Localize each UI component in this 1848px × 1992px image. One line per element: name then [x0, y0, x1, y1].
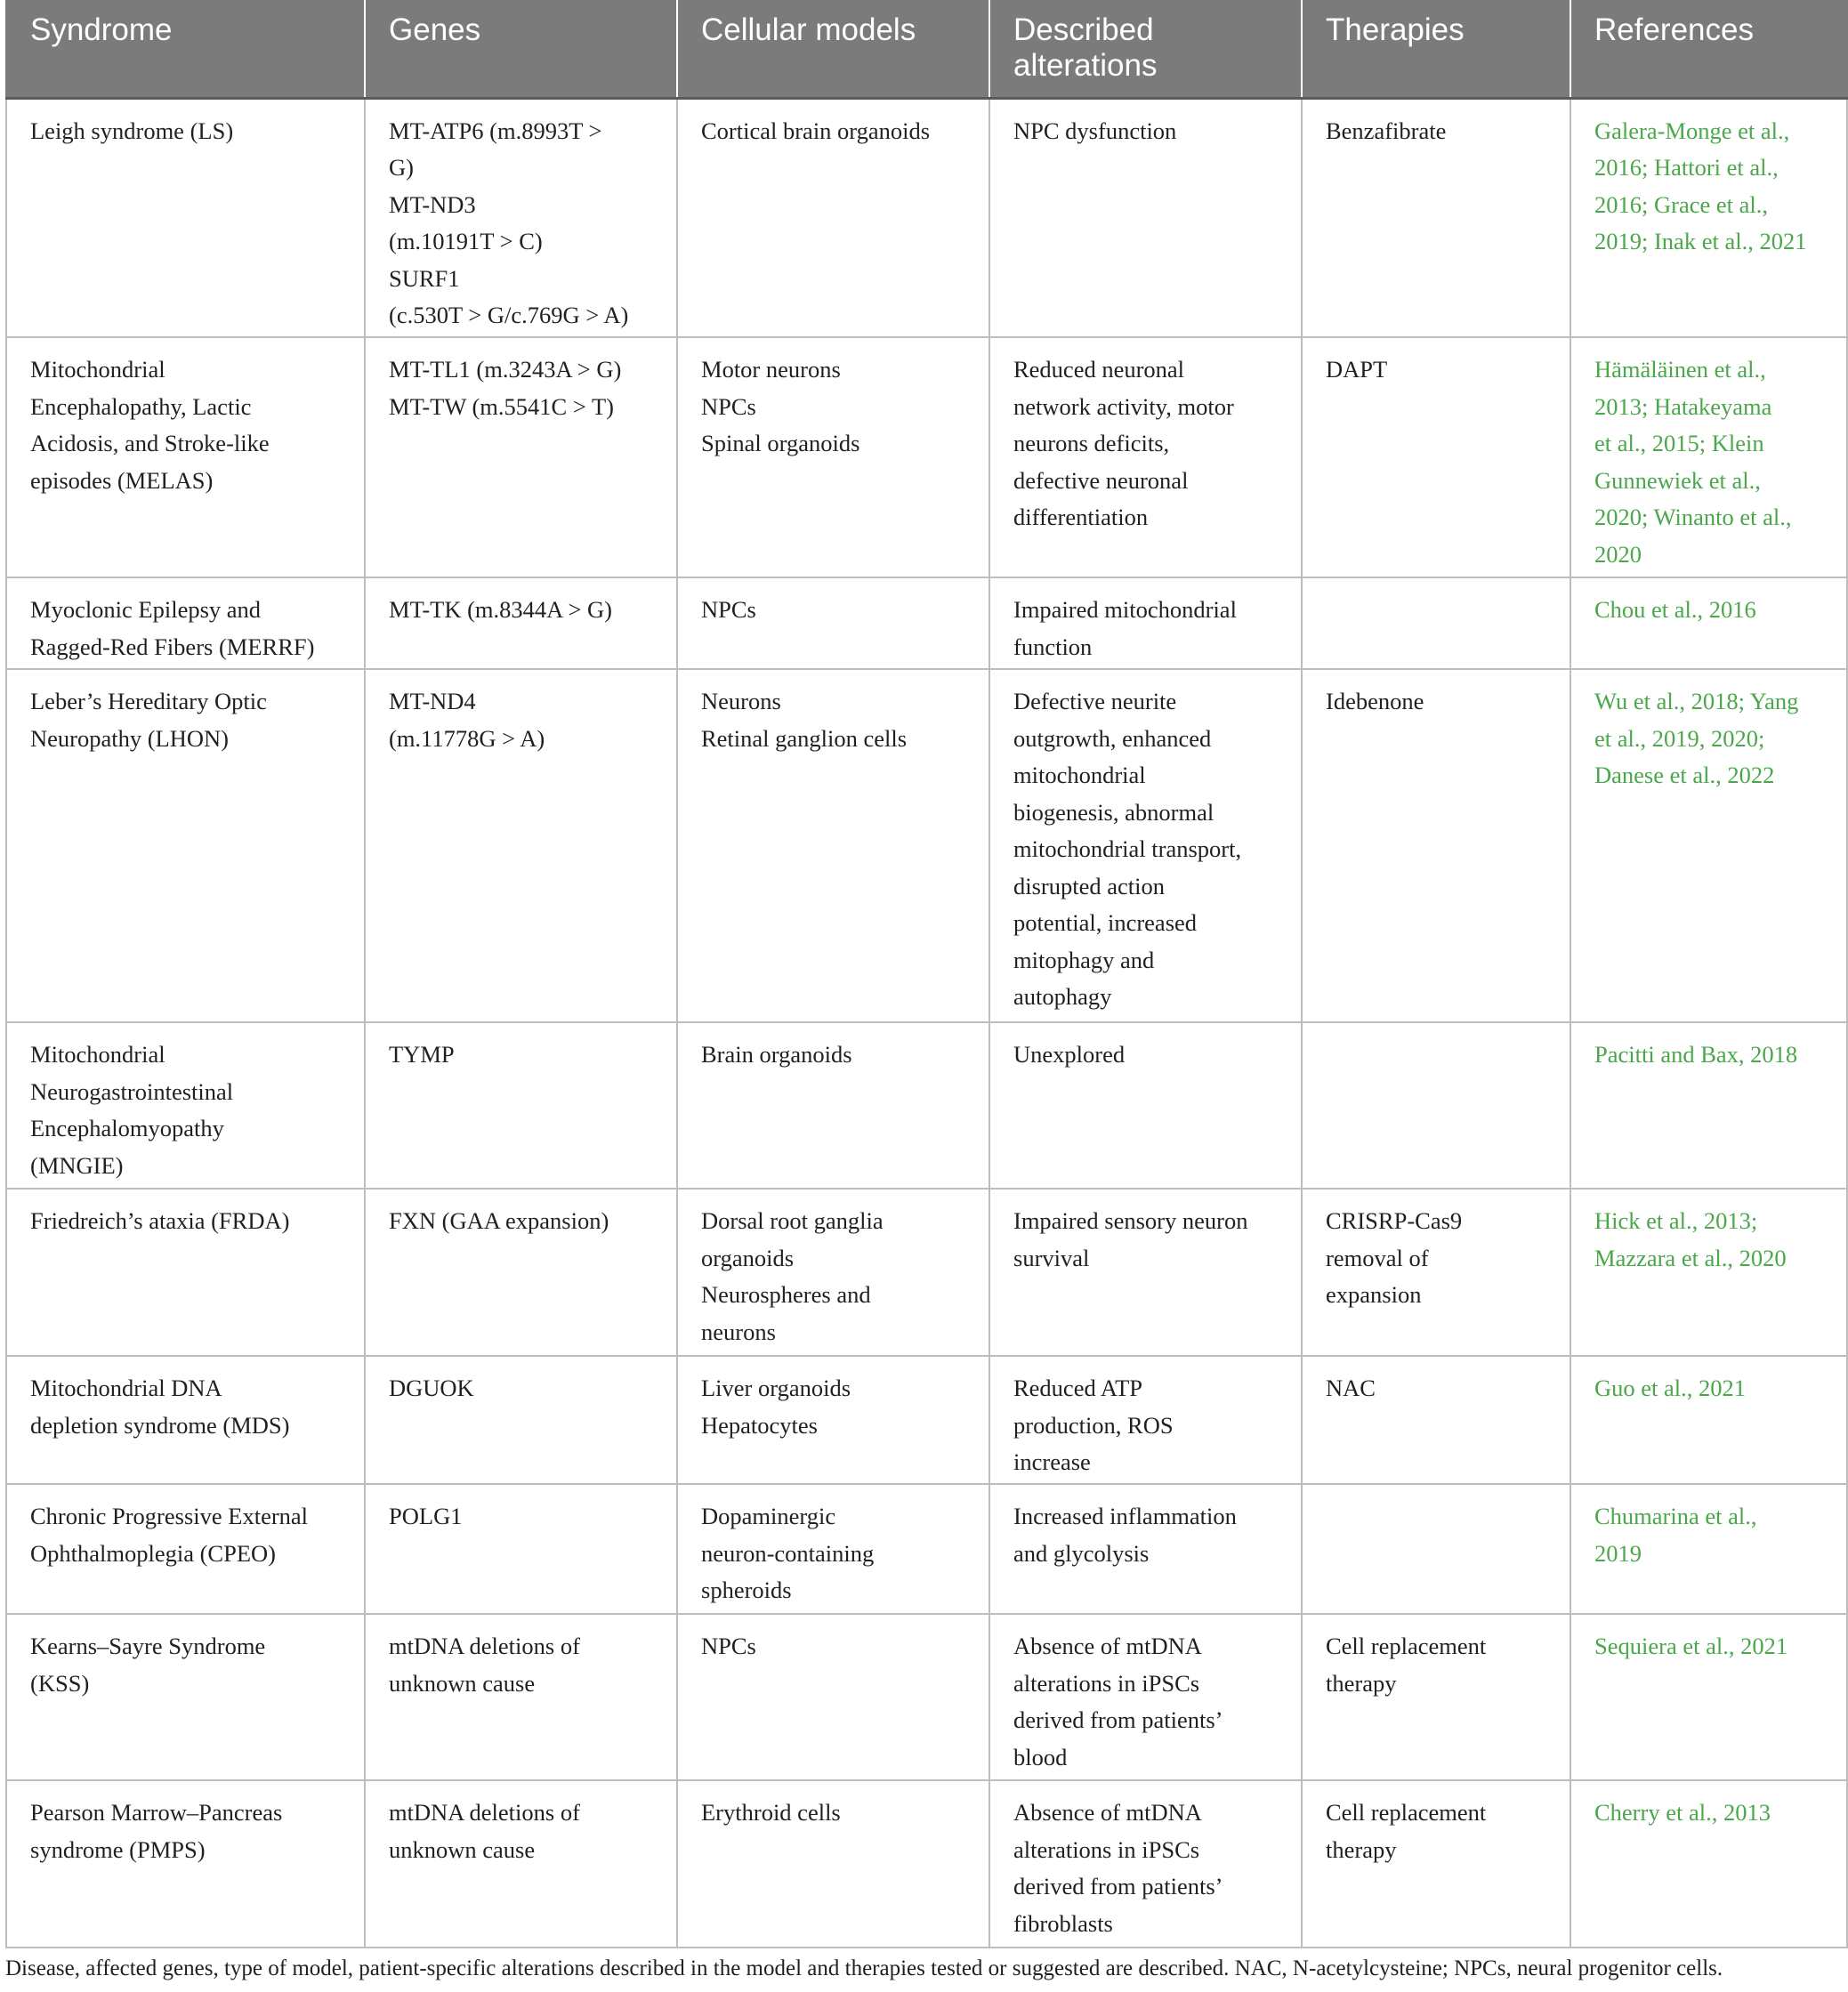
- cell-text: Mitochondrial DNA: [30, 1375, 222, 1401]
- reference-link[interactable]: Danese et al., 2022: [1594, 762, 1775, 788]
- references-cell: [1570, 1614, 1847, 1780]
- cell-text: Motor neurons: [701, 356, 841, 383]
- cell-text: neurons: [701, 1318, 776, 1345]
- cell-text: Encephalopathy, Lactic: [30, 392, 252, 420]
- references-cell: [1570, 1484, 1847, 1614]
- genes-cell: [365, 1484, 677, 1614]
- reference-link[interactable]: 2016; Hattori et al.,: [1594, 154, 1779, 181]
- cell-text: Benzafibrate: [1326, 117, 1447, 144]
- cell-text: MT-TW (m.5541C > T): [389, 392, 614, 420]
- cell-text: Acidosis, and Stroke-like: [30, 430, 270, 456]
- cellular-models-cell: [677, 1780, 989, 1948]
- cell-text: (MNGIE): [30, 1151, 124, 1179]
- cell-text: neuron-containing: [701, 1539, 875, 1567]
- cell-text: Dopaminergic: [701, 1503, 836, 1529]
- header-label: Cellular models: [701, 12, 916, 47]
- therapies-cell: [1302, 337, 1570, 577]
- cell-text: Dorsal root ganglia: [701, 1207, 884, 1234]
- references-cell: [1570, 337, 1847, 577]
- alterations-cell: [989, 1484, 1302, 1614]
- cell-text: Friedreich’s ataxia (FRDA): [30, 1207, 290, 1234]
- header-genes: [365, 0, 677, 98]
- genes-cell: [365, 577, 677, 669]
- cell-text: Brain organoids: [701, 1041, 852, 1068]
- reference-link[interactable]: 2019; Inak et al., 2021: [1594, 228, 1807, 254]
- cell-text: (m.11778G > A): [389, 724, 545, 752]
- cell-text: derived from patients’: [1013, 1873, 1223, 1899]
- cell-text: Leigh syndrome (LS): [30, 117, 234, 144]
- reference-link[interactable]: et al., 2019, 2020;: [1594, 724, 1765, 752]
- header-references: [1570, 0, 1847, 98]
- cell-text: Mitochondrial: [30, 1041, 165, 1068]
- cell-text: Mitochondrial: [30, 356, 165, 383]
- cell-text: Absence of mtDNA: [1013, 1633, 1202, 1659]
- syndrome-cell: [6, 1022, 365, 1189]
- cellular-models-cell: [677, 577, 989, 669]
- cell-text: Neuropathy (LHON): [30, 724, 229, 752]
- genes-cell: [365, 337, 677, 577]
- cell-text: autophagy: [1013, 983, 1112, 1010]
- cell-text: Impaired mitochondrial: [1013, 596, 1237, 623]
- cell-text: unknown cause: [389, 1835, 536, 1863]
- reference-link[interactable]: Hick et al., 2013;: [1594, 1207, 1758, 1234]
- cell-text: Neurons: [701, 688, 781, 714]
- table-row: [6, 1780, 1847, 1948]
- cell-text: Reduced neuronal: [1013, 356, 1185, 383]
- header-label: Therapies: [1326, 12, 1465, 47]
- cell-text: mitochondrial: [1013, 762, 1146, 788]
- genes-cell: [365, 1614, 677, 1780]
- alterations-cell: [989, 577, 1302, 669]
- cell-text: Neurogastrointestinal: [30, 1077, 234, 1105]
- cell-text: survival: [1013, 1244, 1090, 1271]
- cell-text: alterations in iPSCs: [1013, 1835, 1200, 1863]
- cell-text: Spinal organoids: [701, 430, 860, 456]
- cell-text: differentiation: [1013, 504, 1149, 530]
- cell-text: Kearns–Sayre Syndrome: [30, 1633, 266, 1659]
- header-label: References: [1594, 12, 1754, 47]
- therapies-cell: [1302, 669, 1570, 1022]
- cell-text: Neurospheres and: [701, 1281, 871, 1308]
- genes-cell: [365, 669, 677, 1022]
- cell-text: MT-TL1 (m.3243A > G): [389, 356, 622, 383]
- syndrome-cell: [6, 1484, 365, 1614]
- cell-text: mitochondrial transport,: [1013, 835, 1242, 862]
- header-described-alterations: [989, 0, 1302, 98]
- syndrome-cell: [6, 1780, 365, 1948]
- header-therapies: [1302, 0, 1570, 98]
- alterations-cell: [989, 337, 1302, 577]
- therapies-cell: [1302, 1484, 1570, 1614]
- table-row: [6, 1484, 1847, 1614]
- table-row: [6, 1356, 1847, 1484]
- references-cell: [1570, 1356, 1847, 1484]
- reference-link[interactable]: Cherry et al., 2013: [1594, 1799, 1771, 1826]
- cell-text: DGUOK: [389, 1375, 474, 1401]
- genes-cell: [365, 1189, 677, 1356]
- syndrome-cell: [6, 1356, 365, 1484]
- alterations-cell: [989, 1614, 1302, 1780]
- cell-text: DAPT: [1326, 356, 1388, 383]
- reference-link[interactable]: 2013; Hatakeyama: [1594, 392, 1772, 420]
- cell-text: TYMP: [389, 1041, 455, 1068]
- cellular-models-cell: [677, 337, 989, 577]
- genes-cell: [365, 1356, 677, 1484]
- cell-text: MT-ATP6 (m.8993T >: [389, 117, 602, 144]
- cell-text: outgrowth, enhanced: [1013, 724, 1212, 752]
- genes-cell: [365, 98, 677, 337]
- reference-link[interactable]: Gunnewiek et al.,: [1594, 466, 1761, 494]
- cell-text: Ragged-Red Fibers (MERRF): [30, 633, 315, 660]
- cell-text: Leber’s Hereditary Optic: [30, 688, 267, 714]
- cell-text: therapy: [1326, 1669, 1397, 1697]
- references-cell: [1570, 669, 1847, 1022]
- cellular-models-cell: [677, 98, 989, 337]
- cell-text: and glycolysis: [1013, 1539, 1150, 1567]
- cellular-models-cell: [677, 669, 989, 1022]
- reference-link[interactable]: 2020; Winanto et al.,: [1594, 504, 1792, 530]
- cell-text: Defective neurite: [1013, 688, 1177, 714]
- alterations-cell: [989, 1022, 1302, 1189]
- table-caption: Disease, affected genes, type of model, patient-specific alterations described in the model and therapies tested or suggested are described. NAC, N-acetylcysteine; NPCs, neural progenitor cells.: [5, 1956, 1723, 1980]
- cell-text: expansion: [1326, 1281, 1422, 1308]
- cell-text: Unexplored: [1013, 1041, 1126, 1068]
- cell-text: biogenesis, abnormal: [1013, 798, 1215, 826]
- header-label: Described: [1013, 12, 1154, 47]
- cell-text: defective neuronal: [1013, 466, 1189, 494]
- cell-text: mtDNA deletions of: [389, 1633, 580, 1659]
- cell-text: Cell replacement: [1326, 1799, 1487, 1826]
- reference-link[interactable]: Pacitti and Bax, 2018: [1594, 1041, 1798, 1068]
- cell-text: spheroids: [701, 1577, 792, 1603]
- cell-text: organoids: [701, 1244, 795, 1271]
- cell-text: Retinal ganglion cells: [701, 724, 908, 752]
- reference-link[interactable]: 2020: [1594, 540, 1642, 568]
- cell-text: alterations in iPSCs: [1013, 1669, 1200, 1697]
- therapies-cell: [1302, 577, 1570, 669]
- table-row: [6, 98, 1847, 337]
- table-body: [6, 98, 1847, 1948]
- table-row: [6, 1189, 1847, 1356]
- cell-text: Impaired sensory neuron: [1013, 1207, 1248, 1234]
- syndrome-cell: [6, 1189, 365, 1356]
- table-row: [6, 577, 1847, 669]
- cell-text: production, ROS: [1013, 1411, 1174, 1439]
- cell-text: function: [1013, 633, 1093, 660]
- cell-text: NPCs: [701, 392, 756, 420]
- cell-text: (m.10191T > C): [389, 228, 543, 254]
- cell-text: CRISRP-Cas9: [1326, 1207, 1463, 1234]
- alterations-cell: [989, 1189, 1302, 1356]
- alterations-cell: [989, 1780, 1302, 1948]
- header-syndrome: [6, 0, 365, 98]
- cellular-models-cell: [677, 1484, 989, 1614]
- reference-link[interactable]: Wu et al., 2018; Yang: [1594, 688, 1799, 714]
- cellular-models-cell: [677, 1614, 989, 1780]
- genes-cell: [365, 1022, 677, 1189]
- syndrome-cell: [6, 1614, 365, 1780]
- therapies-cell: [1302, 98, 1570, 337]
- syndrome-cell: [6, 98, 365, 337]
- syndrome-cell: [6, 669, 365, 1022]
- therapies-cell: [1302, 1189, 1570, 1356]
- cell-text: potential, increased: [1013, 909, 1198, 936]
- header-cellular-models: [677, 0, 989, 98]
- cellular-models-cell: [677, 1022, 989, 1189]
- cell-text: FXN (GAA expansion): [389, 1207, 609, 1234]
- genes-cell: [365, 1780, 677, 1948]
- reference-link[interactable]: Mazzara et al., 2020: [1594, 1244, 1787, 1271]
- reference-link[interactable]: Chou et al., 2016: [1594, 596, 1756, 623]
- header-label: Genes: [389, 12, 481, 47]
- header-label: Syndrome: [30, 12, 173, 47]
- cell-text: MT-ND3: [389, 190, 476, 218]
- cell-text: Reduced ATP: [1013, 1375, 1142, 1401]
- reference-link[interactable]: Hämäläinen et al.,: [1594, 356, 1766, 383]
- header-label: alterations: [1013, 48, 1158, 83]
- cell-text: Liver organoids: [701, 1375, 851, 1401]
- cell-text: mtDNA deletions of: [389, 1799, 580, 1826]
- cell-text: Chronic Progressive External: [30, 1503, 309, 1529]
- reference-link[interactable]: Galera-Monge et al.,: [1594, 117, 1790, 144]
- references-cell: [1570, 577, 1847, 669]
- cell-text: MT-ND4: [389, 688, 476, 714]
- cell-text: Absence of mtDNA: [1013, 1799, 1202, 1826]
- therapies-cell: [1302, 1614, 1570, 1780]
- cell-text: Ophthalmoplegia (CPEO): [30, 1539, 276, 1567]
- references-cell: [1570, 98, 1847, 337]
- cell-text: Hepatocytes: [701, 1411, 818, 1439]
- cell-text: Cortical brain organoids: [701, 117, 931, 144]
- cell-text: Myoclonic Epilepsy and: [30, 596, 262, 623]
- table-row: [6, 337, 1847, 577]
- cell-text: Pearson Marrow–Pancreas: [30, 1799, 283, 1826]
- syndrome-cell: [6, 337, 365, 577]
- cell-text: (KSS): [30, 1669, 90, 1697]
- reference-link[interactable]: et al., 2015; Klein: [1594, 430, 1764, 456]
- table-row: [6, 669, 1847, 1022]
- cell-text: blood: [1013, 1743, 1068, 1770]
- references-cell: [1570, 1022, 1847, 1189]
- cell-text: Erythroid cells: [701, 1799, 841, 1826]
- reference-link[interactable]: Guo et al., 2021: [1594, 1375, 1747, 1401]
- cell-text: increase: [1013, 1448, 1091, 1475]
- therapies-cell: [1302, 1356, 1570, 1484]
- cell-text: NAC: [1326, 1375, 1376, 1401]
- data-table: [5, 0, 1848, 1948]
- therapies-cell: [1302, 1780, 1570, 1948]
- cell-text: NPCs: [701, 596, 756, 623]
- cell-text: mitophagy and: [1013, 946, 1155, 973]
- therapies-cell: [1302, 1022, 1570, 1189]
- cell-text: MT-TK (m.8344A > G): [389, 596, 612, 623]
- references-cell: [1570, 1189, 1847, 1356]
- cell-text: derived from patients’: [1013, 1706, 1223, 1733]
- cell-text: Idebenone: [1326, 688, 1424, 714]
- cellular-models-cell: [677, 1356, 989, 1484]
- cell-text: therapy: [1326, 1835, 1397, 1863]
- cell-text: NPCs: [701, 1633, 756, 1659]
- table-row: [6, 1614, 1847, 1780]
- reference-link[interactable]: Sequiera et al., 2021: [1594, 1633, 1788, 1659]
- table-row: [6, 1022, 1847, 1189]
- cell-text: SURF1: [389, 264, 460, 292]
- syndrome-cell: [6, 577, 365, 669]
- cellular-models-cell: [677, 1189, 989, 1356]
- cell-text: removal of: [1326, 1244, 1429, 1271]
- reference-link[interactable]: 2016; Grace et al.,: [1594, 190, 1768, 218]
- cell-text: disrupted action: [1013, 872, 1165, 899]
- cell-text: episodes (MELAS): [30, 466, 214, 494]
- cell-text: Increased inflammation: [1013, 1503, 1237, 1529]
- alterations-cell: [989, 98, 1302, 337]
- cell-text: G): [389, 154, 414, 181]
- cell-text: unknown cause: [389, 1669, 536, 1697]
- cell-text: syndrome (PMPS): [30, 1835, 206, 1863]
- cell-text: depletion syndrome (MDS): [30, 1411, 290, 1439]
- reference-link[interactable]: Chumarina et al.,: [1594, 1503, 1757, 1529]
- cell-text: NPC dysfunction: [1013, 117, 1177, 144]
- cell-text: (c.530T > G/c.769G > A): [389, 302, 629, 328]
- reference-link[interactable]: 2019: [1594, 1539, 1642, 1567]
- alterations-cell: [989, 1356, 1302, 1484]
- cell-text: Cell replacement: [1326, 1633, 1487, 1659]
- header-row: [6, 0, 1847, 98]
- cell-text: neurons deficits,: [1013, 430, 1170, 456]
- references-cell: [1570, 1780, 1847, 1948]
- alterations-cell: [989, 669, 1302, 1022]
- cell-text: Encephalomyopathy: [30, 1115, 224, 1141]
- cell-text: network activity, motor: [1013, 392, 1234, 420]
- cell-text: fibroblasts: [1013, 1909, 1113, 1937]
- cell-text: POLG1: [389, 1503, 463, 1529]
